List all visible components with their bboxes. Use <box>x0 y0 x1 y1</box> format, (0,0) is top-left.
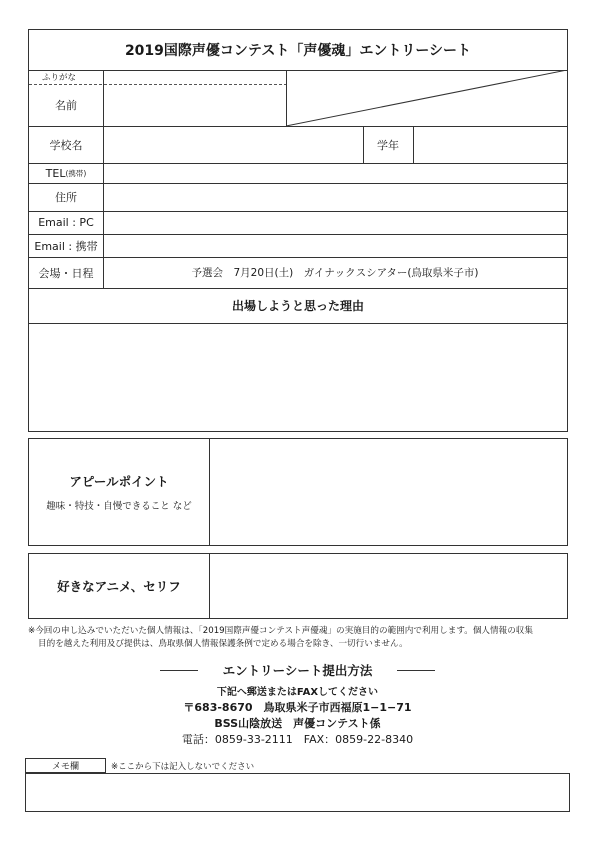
submission-recipient: BSS山陰放送 声優コンテスト係 <box>214 717 381 730</box>
name-label: 名前 <box>55 99 77 112</box>
appeal-label-block <box>29 439 209 545</box>
school-label: 学校名 <box>49 138 83 152</box>
favorite-title: 好きなアニメ、セリフ <box>57 579 181 594</box>
form-title: 2019国際声優コンテスト「声優魂」エントリーシート <box>124 43 472 59</box>
grade-label: 学年 <box>377 138 399 152</box>
appeal-field[interactable] <box>210 439 567 545</box>
email-mobile-label: Email : 携帯 <box>34 239 98 253</box>
address-label: 住所 <box>55 191 77 204</box>
privacy-note <box>28 625 573 651</box>
submission-address: 〒683-8670 鳥取県米子市西福原1−1−71 <box>183 701 412 714</box>
submission-instruction: 下記へ郵送またはFAXしてください <box>216 687 379 698</box>
tel-label <box>29 163 103 183</box>
furigana-label: ふりがな <box>41 73 76 83</box>
appeal-title: アピールポイント <box>69 474 169 489</box>
appeal-box <box>28 438 568 546</box>
venue-label: 会場・日程 <box>38 266 94 280</box>
submission-heading: エントリーシート提出方法 <box>222 663 373 678</box>
appeal-subtitle: 趣味・特技・自慢できること など <box>46 501 192 512</box>
heading-rule-right <box>397 670 435 671</box>
email-pc-label: Email : PC <box>38 216 94 229</box>
submission-heading-row <box>160 660 435 680</box>
venue-value: 予選会 7月20日(土) ガイナックスシアター(鳥取県米子市) <box>191 267 479 279</box>
reason-title: 出場しようと思った理由 <box>231 299 364 313</box>
entry-form <box>28 29 568 432</box>
tel-label-sub: (携帯) <box>65 168 87 178</box>
memo-label: メモ欄 <box>25 758 106 773</box>
memo-field[interactable] <box>25 773 570 812</box>
privacy-note-line-2: 目的を越えた利用及び提供は、鳥取県個人情報保護条例で定める場合を除き、一切行いません。 <box>38 639 408 649</box>
privacy-note-line-1: ※今回の申し込みでいただいた個人情報は、「2019国際声優コンテスト声優魂」の実施目的の範囲内で利用します。個人情報の収集 <box>28 626 533 636</box>
memo-note: ※ここから下は記入しないでください <box>111 762 255 772</box>
tel-label-text: TEL <box>45 166 66 180</box>
submission-contact: 電話：0859-33-2111 FAX：0859-22-8340 <box>181 733 414 746</box>
reason-field[interactable] <box>29 324 567 431</box>
heading-rule-left <box>160 670 198 671</box>
name-cross-out-line <box>286 70 567 126</box>
favorite-field[interactable] <box>210 554 567 618</box>
favorite-box <box>28 553 568 619</box>
